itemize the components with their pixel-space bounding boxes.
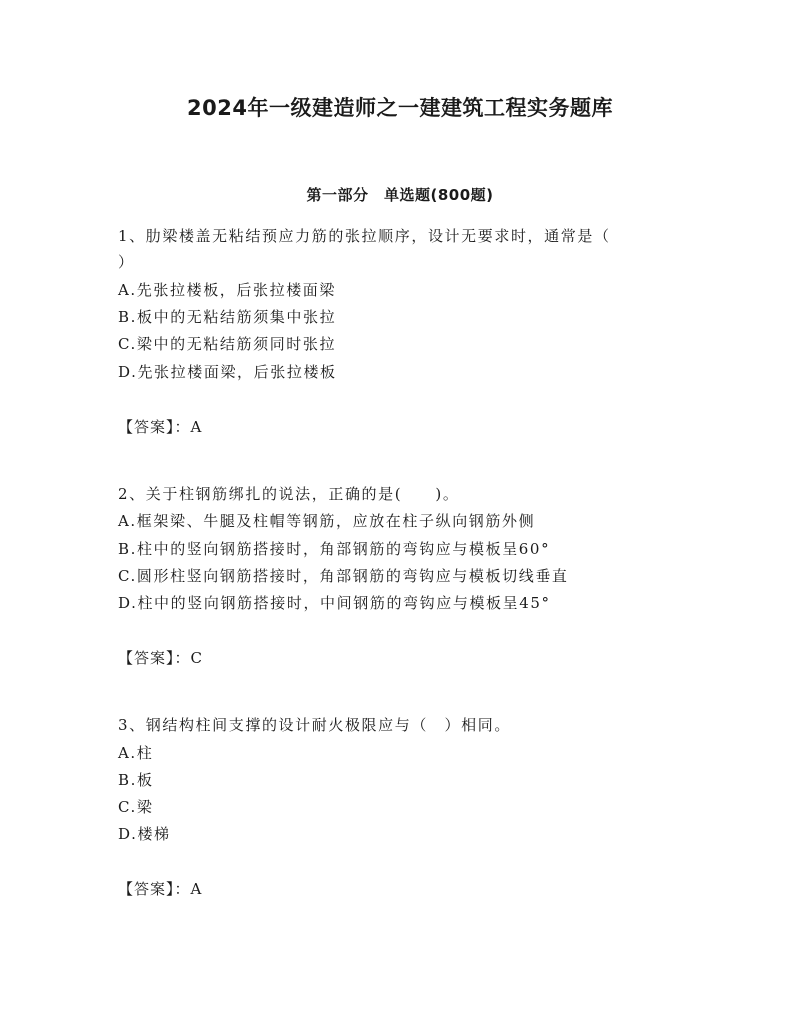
answer-label: 【答案】： [118,649,191,667]
question-3-stem: 3、钢结构柱间支撑的设计耐火极限应与（ ）相同。 [118,716,511,734]
question-3-answer [118,879,203,899]
question-1-option-b: B.板中的无粘结筋须集中张拉 [118,308,337,326]
section-title: 第一部分 单选题(800题) [306,186,494,204]
question-1-option-c: C.梁中的无粘结筋须同时张拉 [118,335,337,353]
question-2-option-c: C.圆形柱竖向钢筋搭接时，角部钢筋的弯钩应与模板切线垂直 [118,567,569,585]
question-3-option-d: D.楼梯 [118,825,171,843]
question-1-stem: 1、肋梁楼盖无粘结预应力筋的张拉顺序，设计无要求时，通常是（ [118,227,611,245]
question-1-option-a: A.先张拉楼板，后张拉楼面梁 [118,281,337,299]
question-1-option-d: D.先张拉楼面梁，后张拉楼板 [118,363,337,381]
answer-value: A [190,880,203,898]
question-3-option-b: B.板 [118,771,154,789]
answer-value: A [190,418,203,436]
question-2-option-d: D.柱中的竖向钢筋搭接时，中间钢筋的弯钩应与模板呈45° [118,594,551,612]
answer-label: 【答案】： [118,880,191,898]
question-2-answer [118,648,204,668]
question-2-stem: 2、关于柱钢筋绑扎的说法，正确的是( )。 [118,485,460,503]
question-1-answer [118,417,203,437]
question-2-option-b: B.柱中的竖向钢筋搭接时，角部钢筋的弯钩应与模板呈60° [118,540,551,558]
document-title: 2024年一级建造师之一建建筑工程实务题库 [187,96,613,120]
question-2-option-a: A.框架梁、牛腿及柱帽等钢筋，应放在柱子纵向钢筋外侧 [118,512,536,530]
question-3-option-c: C.梁 [118,798,154,816]
question-1-stem-cont: ） [118,253,135,271]
question-3-option-a: A.柱 [118,744,154,762]
answer-label: 【答案】： [118,418,191,436]
answer-value: C [190,649,204,667]
